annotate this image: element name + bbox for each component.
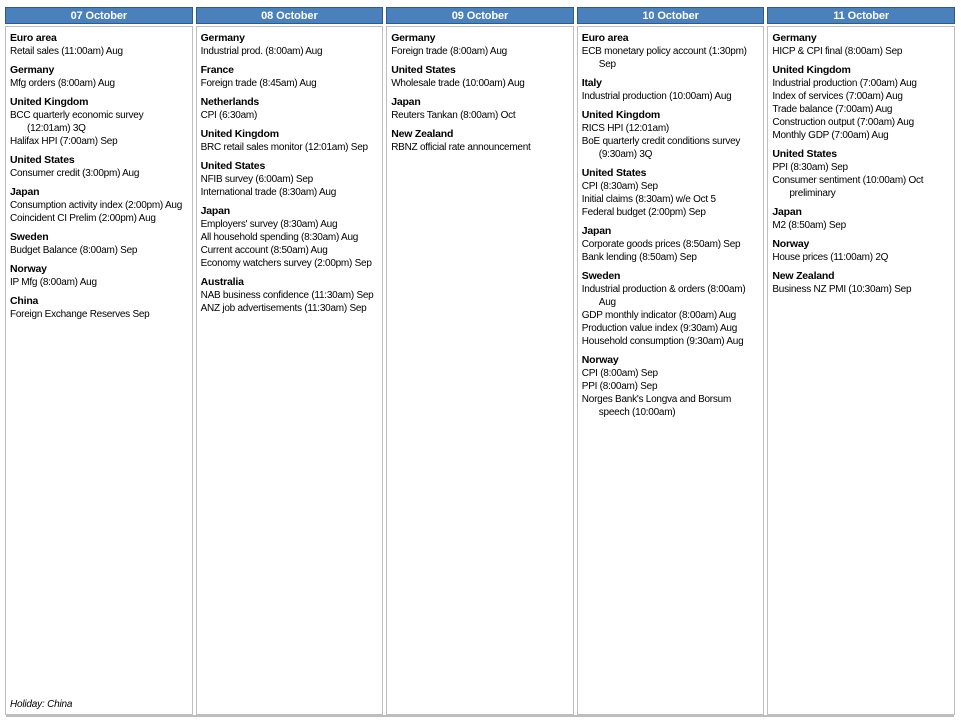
event-item: BRC retail sales monitor (12:01am) Sep bbox=[200, 142, 368, 153]
day-body bbox=[767, 26, 955, 715]
country-label: United Kingdom bbox=[200, 128, 279, 140]
country-label: Japan bbox=[391, 96, 421, 108]
event-item: Initial claims (8:30am) w/e Oct 5 bbox=[581, 194, 716, 205]
day-body bbox=[5, 26, 193, 715]
event-item: Trade balance (7:00am) Aug bbox=[772, 104, 893, 115]
country-label: Norway bbox=[10, 263, 47, 275]
event-item: Halifax HPI (7:00am) Sep bbox=[10, 136, 118, 147]
event-item: Index of services (7:00am) Aug bbox=[772, 91, 903, 102]
event-item: Consumer sentiment (10:00am) Oct preliminary bbox=[772, 175, 924, 199]
event-item: IP Mfg (8:00am) Aug bbox=[10, 277, 97, 288]
country-label: China bbox=[10, 295, 39, 307]
event-item: House prices (11:00am) 2Q bbox=[772, 252, 889, 263]
day-header: 10 October bbox=[577, 7, 765, 24]
country-label: Sweden bbox=[10, 231, 49, 243]
event-item: Industrial production (10:00am) Aug bbox=[581, 91, 732, 102]
country-label: Japan bbox=[10, 186, 40, 198]
event-item: ANZ job advertisements (11:30am) Sep bbox=[200, 303, 367, 314]
event-item: Foreign trade (8:00am) Aug bbox=[391, 46, 507, 57]
event-item: CPI (6:30am) bbox=[200, 110, 258, 121]
country-label: Euro area bbox=[581, 32, 629, 44]
event-item: All household spending (8:30am) Aug bbox=[200, 232, 359, 243]
event-item: Consumer credit (3:00pm) Aug bbox=[10, 168, 140, 179]
event-item: Current account (8:50am) Aug bbox=[200, 245, 328, 256]
event-item: Industrial prod. (8:00am) Aug bbox=[200, 46, 323, 57]
country-label: France bbox=[200, 64, 234, 76]
event-item: Federal budget (2:00pm) Sep bbox=[581, 207, 706, 218]
event-item: Industrial production (7:00am) Aug bbox=[772, 78, 917, 89]
event-item: International trade (8:30am) Aug bbox=[200, 187, 337, 198]
day-body bbox=[386, 26, 574, 715]
country-label: United Kingdom bbox=[581, 109, 661, 121]
day-body bbox=[577, 26, 765, 715]
event-item: Construction output (7:00am) Aug bbox=[772, 117, 914, 128]
event-item: CPI (8:00am) Sep bbox=[581, 368, 658, 379]
event-item: Foreign Exchange Reserves Sep bbox=[10, 309, 150, 320]
day-header: 11 October bbox=[767, 7, 955, 24]
event-item: PPI (8:00am) Sep bbox=[581, 381, 658, 392]
country-label: United States bbox=[391, 64, 456, 76]
day-column bbox=[386, 7, 574, 715]
event-item: BoE quarterly credit conditions survey (9:30am) 3Q bbox=[581, 136, 741, 160]
holiday-note: Holiday: China bbox=[10, 699, 73, 710]
event-item: Business NZ PMI (10:30am) Sep bbox=[772, 284, 912, 295]
country-label: United States bbox=[581, 167, 647, 179]
day-header: 08 October bbox=[196, 7, 384, 24]
country-label: Euro area bbox=[10, 32, 57, 44]
event-item: Retail sales (11:00am) Aug bbox=[10, 46, 123, 57]
country-label: Japan bbox=[581, 225, 612, 237]
event-item: Wholesale trade (10:00am) Aug bbox=[391, 78, 525, 89]
event-item: GDP monthly indicator (8:00am) Aug bbox=[581, 310, 736, 321]
event-item: RICS HPI (12:01am) bbox=[581, 123, 669, 134]
day-body bbox=[196, 26, 384, 715]
country-label: United States bbox=[772, 148, 837, 160]
event-item: Corporate goods prices (8:50am) Sep bbox=[581, 239, 741, 250]
day-column bbox=[5, 7, 193, 715]
event-item: Norges Bank's Longva and Borsum speech (10:00am) bbox=[581, 394, 732, 418]
country-label: Norway bbox=[772, 238, 810, 250]
day-header: 09 October bbox=[386, 7, 574, 24]
event-item: Budget Balance (8:00am) Sep bbox=[10, 245, 138, 256]
event-item: CPI (8:30am) Sep bbox=[581, 181, 658, 192]
event-item: Economy watchers survey (2:00pm) Sep bbox=[200, 258, 372, 269]
event-item: Production value index (9:30am) Aug bbox=[581, 323, 738, 334]
country-label: Germany bbox=[772, 32, 817, 44]
country-label: Japan bbox=[200, 205, 230, 217]
event-item: HICP & CPI final (8:00am) Sep bbox=[772, 46, 903, 57]
event-item: Coincident CI Prelim (2:00pm) Aug bbox=[10, 213, 156, 224]
country-label: United Kingdom bbox=[10, 96, 89, 108]
event-item: Foreign trade (8:45am) Aug bbox=[200, 78, 317, 89]
country-label: Japan bbox=[772, 206, 802, 218]
event-item: Reuters Tankan (8:00am) Oct bbox=[391, 110, 516, 121]
event-item: Bank lending (8:50am) Sep bbox=[581, 252, 697, 263]
event-item: Household consumption (9:30am) Aug bbox=[581, 336, 744, 347]
country-label: Germany bbox=[10, 64, 55, 76]
event-item: Consumption activity index (2:00pm) Aug bbox=[10, 200, 183, 211]
event-item: NFIB survey (6:00am) Sep bbox=[200, 174, 313, 185]
country-label: United States bbox=[10, 154, 75, 166]
event-item: Employers' survey (8:30am) Aug bbox=[200, 219, 338, 230]
country-label: New Zealand bbox=[772, 270, 835, 282]
day-header: 07 October bbox=[5, 7, 193, 24]
country-label: Germany bbox=[200, 32, 245, 44]
event-item: Industrial production & orders (8:00am) Aug bbox=[581, 284, 746, 308]
country-label: Sweden bbox=[581, 270, 621, 282]
day-column bbox=[577, 7, 765, 715]
country-label: Netherlands bbox=[200, 96, 260, 108]
country-label: United Kingdom bbox=[772, 64, 851, 76]
event-item: NAB business confidence (11:30am) Sep bbox=[200, 290, 374, 301]
day-column bbox=[767, 7, 955, 715]
country-label: Norway bbox=[581, 354, 619, 366]
country-label: New Zealand bbox=[391, 128, 454, 140]
country-label: United States bbox=[200, 160, 266, 172]
event-item: M2 (8:50am) Sep bbox=[772, 220, 846, 231]
economic-calendar bbox=[5, 7, 955, 715]
event-item: Monthly GDP (7:00am) Aug bbox=[772, 130, 889, 141]
country-label: Australia bbox=[200, 276, 244, 288]
event-item: RBNZ official rate announcement bbox=[391, 142, 531, 153]
day-column bbox=[196, 7, 384, 715]
event-item: PPI (8:30am) Sep bbox=[772, 162, 848, 173]
country-label: Italy bbox=[581, 77, 602, 89]
event-item: BCC quarterly economic survey (12:01am) 3Q bbox=[10, 110, 144, 134]
event-item: Mfg orders (8:00am) Aug bbox=[10, 78, 115, 89]
country-label: Germany bbox=[391, 32, 436, 44]
event-item: ECB monetary policy account (1:30pm) Sep bbox=[581, 46, 747, 70]
